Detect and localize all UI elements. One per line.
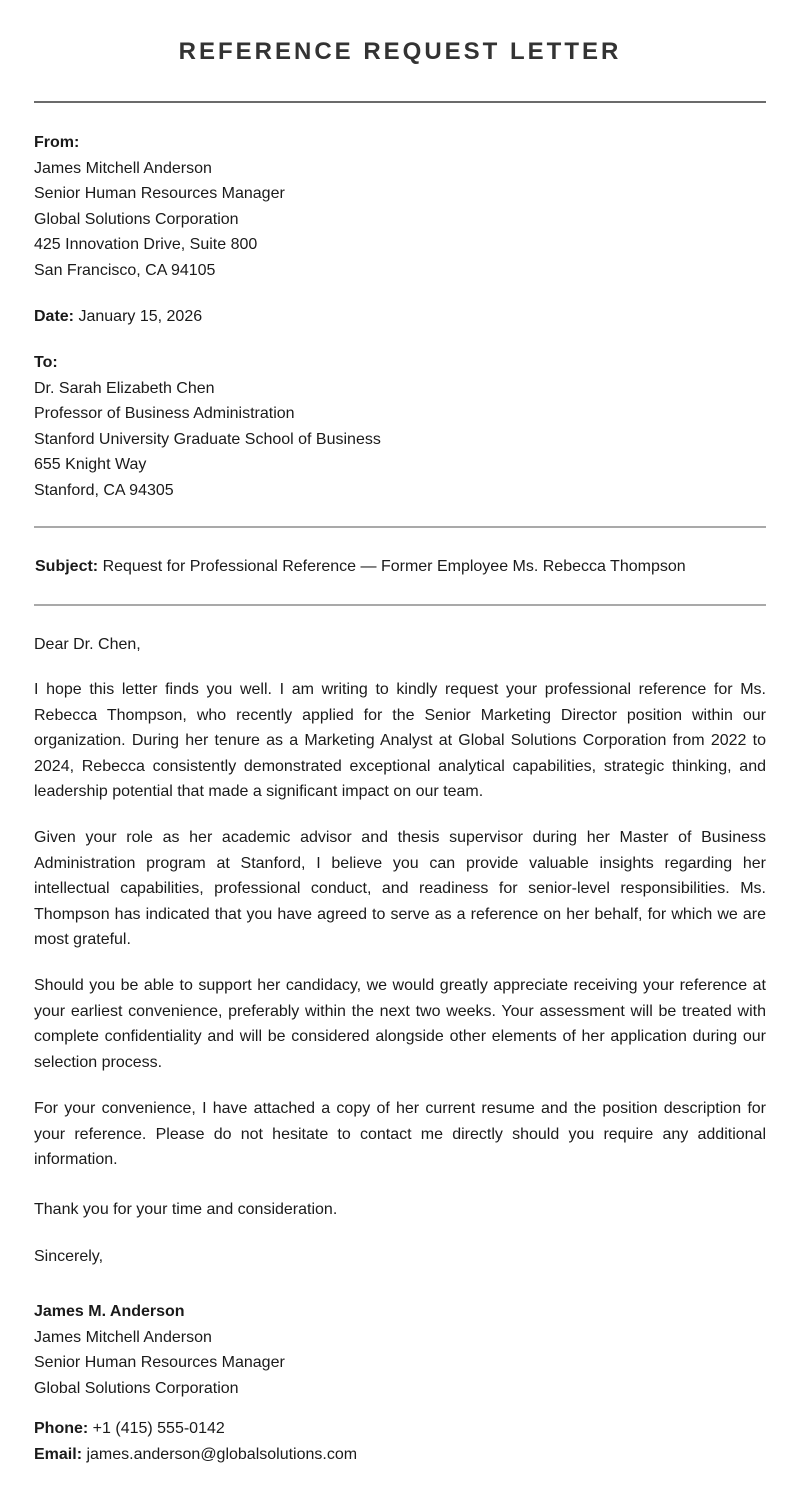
- recipient-city: Stanford, CA 94305: [34, 481, 174, 499]
- signature-name: James M. Anderson: [34, 1303, 185, 1320]
- recipient-institution: Stanford University Graduate School of Business: [34, 430, 381, 448]
- date-label: Date:: [34, 308, 75, 325]
- sender-street: 425 Innovation Drive, Suite 800: [34, 236, 258, 254]
- sender-city: San Francisco, CA 94105: [34, 261, 216, 279]
- salutation: Dear Dr. Chen,: [34, 636, 141, 653]
- to-label: To:: [34, 354, 58, 371]
- sender-title: Senior Human Resources Manager: [34, 185, 285, 203]
- phone-line: [34, 1416, 766, 1442]
- subject-value: Request for Professional Reference — Former Employee Ms. Rebecca Thompson: [102, 558, 686, 575]
- recipient-title: Professor of Business Administration: [34, 405, 295, 423]
- email-value: james.anderson@globalsolutions.com: [86, 1445, 358, 1463]
- email-label: Email:: [34, 1445, 83, 1463]
- signature-title: Senior Human Resources Manager: [34, 1354, 285, 1372]
- subject-top-divider: [34, 526, 766, 528]
- contact-block: [34, 1416, 766, 1467]
- letter-title: REFERENCE REQUEST LETTER: [178, 38, 622, 65]
- thanks-line: Thank you for your time and consideration.: [34, 1201, 338, 1218]
- sender-company: Global Solutions Corporation: [34, 210, 239, 228]
- sender-name: James Mitchell Anderson: [34, 159, 212, 177]
- subject-line: [35, 554, 767, 580]
- sender-block: [34, 130, 766, 284]
- body-paragraph-3: Should you be able to support her candidacy, we would greatly appreciate receiving your reference at your earliest convenience, preferably within the next two weeks. Your assessment will be treated with complete confidentiality and will be considered alongside other elements of her application during our selection process.: [34, 977, 766, 1071]
- recipient-street: 655 Knight Way: [34, 456, 147, 474]
- phone-label: Phone:: [34, 1420, 89, 1437]
- subject-bottom-divider: [34, 604, 766, 606]
- header-divider: [34, 101, 766, 103]
- from-label: From:: [34, 134, 80, 151]
- date-value: January 15, 2026: [78, 308, 203, 325]
- subject-label: Subject:: [35, 558, 99, 575]
- recipient-name: Dr. Sarah Elizabeth Chen: [34, 379, 215, 397]
- signature-company: Global Solutions Corporation: [34, 1379, 239, 1397]
- recipient-block: [34, 350, 766, 504]
- phone-value: +1 (415) 555-0142: [92, 1420, 225, 1437]
- closing-line: Sincerely,: [34, 1248, 104, 1265]
- body-paragraph-4: For your convenience, I have attached a copy of her current resume and the position description for your reference. Please do not hesitate to contact me directly should you require any additional information.: [34, 1100, 766, 1169]
- body-paragraph-2: Given your role as her academic advisor and thesis supervisor during her Master of Business Administration program at Stanford, I believe you can provide valuable insights regarding her intellectual capabilities, professional conduct, and readiness for senior-level responsibilities. Ms. Thompson has indicated that you have agreed to serve as a reference on her behalf, for which we are most grateful.: [34, 829, 766, 949]
- signature-block: [34, 1299, 766, 1401]
- body-paragraph-1: I hope this letter finds you well. I am writing to kindly request your professional reference for Ms. Rebecca Thompson, who recently applied for the Senior Marketing Director position within our organization. During her tenure as a Marketing Analyst at Global Solutions Corporation from 2022 to 2024, Rebecca consistently demonstrated exceptional analytical capabilities, strategic thinking, and leadership potential that made a significant impact on our team.: [34, 681, 766, 801]
- email-line: [34, 1442, 766, 1468]
- signature-full-name: James Mitchell Anderson: [34, 1328, 212, 1346]
- date-line: [34, 304, 766, 330]
